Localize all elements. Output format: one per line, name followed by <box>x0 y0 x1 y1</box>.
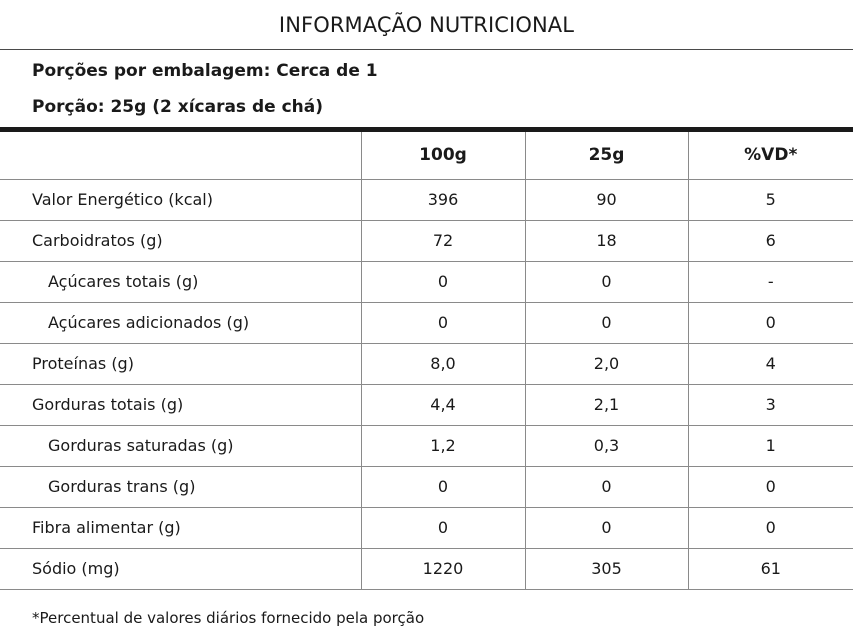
value-per-100g: 0 <box>361 261 525 302</box>
table-row <box>0 302 853 343</box>
nutrient-label: Valor Energético (kcal) <box>0 179 361 220</box>
value-daily-percent: 0 <box>688 466 853 507</box>
servings-per-package: Porções por embalagem: Cerca de 1 <box>32 61 378 81</box>
value-daily-percent: 3 <box>688 384 853 425</box>
nutrition-table <box>0 132 853 590</box>
value-per-portion: 305 <box>525 548 688 589</box>
value-daily-percent: 5 <box>688 179 853 220</box>
value-per-100g: 0 <box>361 466 525 507</box>
value-per-100g: 396 <box>361 179 525 220</box>
value-per-100g: 0 <box>361 302 525 343</box>
nutrient-label: Gorduras saturadas (g) <box>0 425 361 466</box>
value-per-portion: 0 <box>525 507 688 548</box>
value-daily-percent: 61 <box>688 548 853 589</box>
table-row <box>0 425 853 466</box>
nutrient-label: Carboidratos (g) <box>0 220 361 261</box>
value-daily-percent: 1 <box>688 425 853 466</box>
value-per-100g: 1220 <box>361 548 525 589</box>
table-row <box>0 466 853 507</box>
table-row <box>0 179 853 220</box>
header-per-100g: 100g <box>361 132 525 179</box>
value-per-100g: 4,4 <box>361 384 525 425</box>
value-daily-percent: 4 <box>688 343 853 384</box>
value-per-portion: 2,1 <box>525 384 688 425</box>
value-per-portion: 0,3 <box>525 425 688 466</box>
value-daily-percent: 0 <box>688 507 853 548</box>
value-per-100g: 72 <box>361 220 525 261</box>
value-per-100g: 1,2 <box>361 425 525 466</box>
value-per-portion: 90 <box>525 179 688 220</box>
table-row <box>0 548 853 589</box>
value-per-portion: 18 <box>525 220 688 261</box>
table-row <box>0 507 853 548</box>
table-row <box>0 343 853 384</box>
nutrient-label: Açúcares totais (g) <box>0 261 361 302</box>
footnote: *Percentual de valores diários fornecido pela porção <box>32 609 425 627</box>
page-title: INFORMAÇÃO NUTRICIONAL <box>0 0 853 50</box>
nutrient-label: Sódio (mg) <box>0 548 361 589</box>
value-daily-percent: - <box>688 261 853 302</box>
header-row <box>0 132 853 179</box>
value-daily-percent: 0 <box>688 302 853 343</box>
nutrient-label: Gorduras totais (g) <box>0 384 361 425</box>
header-per-portion: 25g <box>525 132 688 179</box>
table-row <box>0 384 853 425</box>
nutrient-label: Açúcares adicionados (g) <box>0 302 361 343</box>
table-header <box>0 132 853 179</box>
table-row <box>0 220 853 261</box>
nutrient-label: Fibra alimentar (g) <box>0 507 361 548</box>
table-body <box>0 179 853 589</box>
nutrient-label: Gorduras trans (g) <box>0 466 361 507</box>
header-nutrient <box>0 132 361 179</box>
value-per-portion: 0 <box>525 302 688 343</box>
portion-size: Porção: 25g (2 xícaras de chá) <box>32 97 324 117</box>
table-row <box>0 261 853 302</box>
value-per-portion: 0 <box>525 261 688 302</box>
nutrient-label: Proteínas (g) <box>0 343 361 384</box>
value-per-portion: 0 <box>525 466 688 507</box>
value-per-100g: 8,0 <box>361 343 525 384</box>
value-per-100g: 0 <box>361 507 525 548</box>
value-per-portion: 2,0 <box>525 343 688 384</box>
header-daily-value: %VD* <box>688 132 853 179</box>
value-daily-percent: 6 <box>688 220 853 261</box>
